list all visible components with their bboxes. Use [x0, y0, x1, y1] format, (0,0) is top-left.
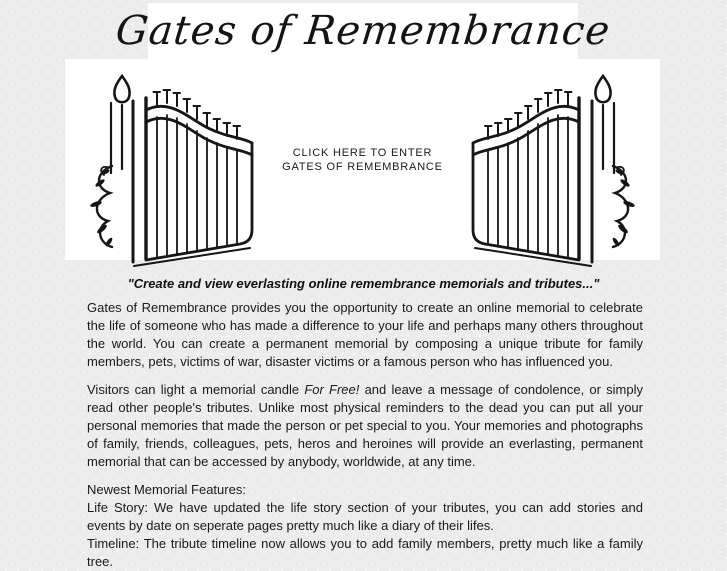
visitors-text-before: Visitors can light a memorial candle [87, 382, 305, 397]
tagline: "Create and view everlasting online remembrance memorials and tributes..." [127, 276, 600, 291]
for-free-emphasis: For Free! [304, 382, 360, 397]
features-paragraph [87, 481, 643, 571]
enter-gates-link[interactable] [65, 147, 660, 174]
features-heading: Newest Memorial Features: [87, 482, 246, 497]
enter-link-line1: CLICK HERE TO ENTER [292, 147, 433, 159]
gates-panel [65, 59, 660, 260]
content-area [87, 299, 643, 571]
page-title: Gates of Remembrance [113, 8, 613, 54]
feature-timeline: Timeline: The tribute timeline now allows you to add family members, pretty much like a family tree. [87, 536, 643, 569]
visitors-paragraph [87, 381, 643, 471]
visitors-text-after: and leave a message of condolence, or simply read other people's tributes. Unlike most physical reminders to the dead you can put all your personal memories that made the person or pet special to you. Your memories and photographs of family, friends, colleagues, pets, heros and heroines will provide an everlasting, permanent memorial that can be accessed by anybody, worldwide, at any time. [87, 382, 643, 469]
header-panel [113, 3, 613, 59]
enter-link-line2: GATES OF REMEMBRANCE [282, 160, 443, 173]
feature-life-story: Life Story: We have updated the life story section of your tributes, you can add stories and events by date on seperate pages pretty much like a diary of their lifes. [87, 500, 643, 533]
intro-paragraph: Gates of Remembrance provides you the opportunity to create an online memorial to celebrate the life of someone who has made a difference to your life and perhaps many others throughout the world. You can create a permanent memorial by composing a unique tribute for family members, pets, victims of war, disaster victims or a famous person who has influenced you. [87, 300, 643, 369]
